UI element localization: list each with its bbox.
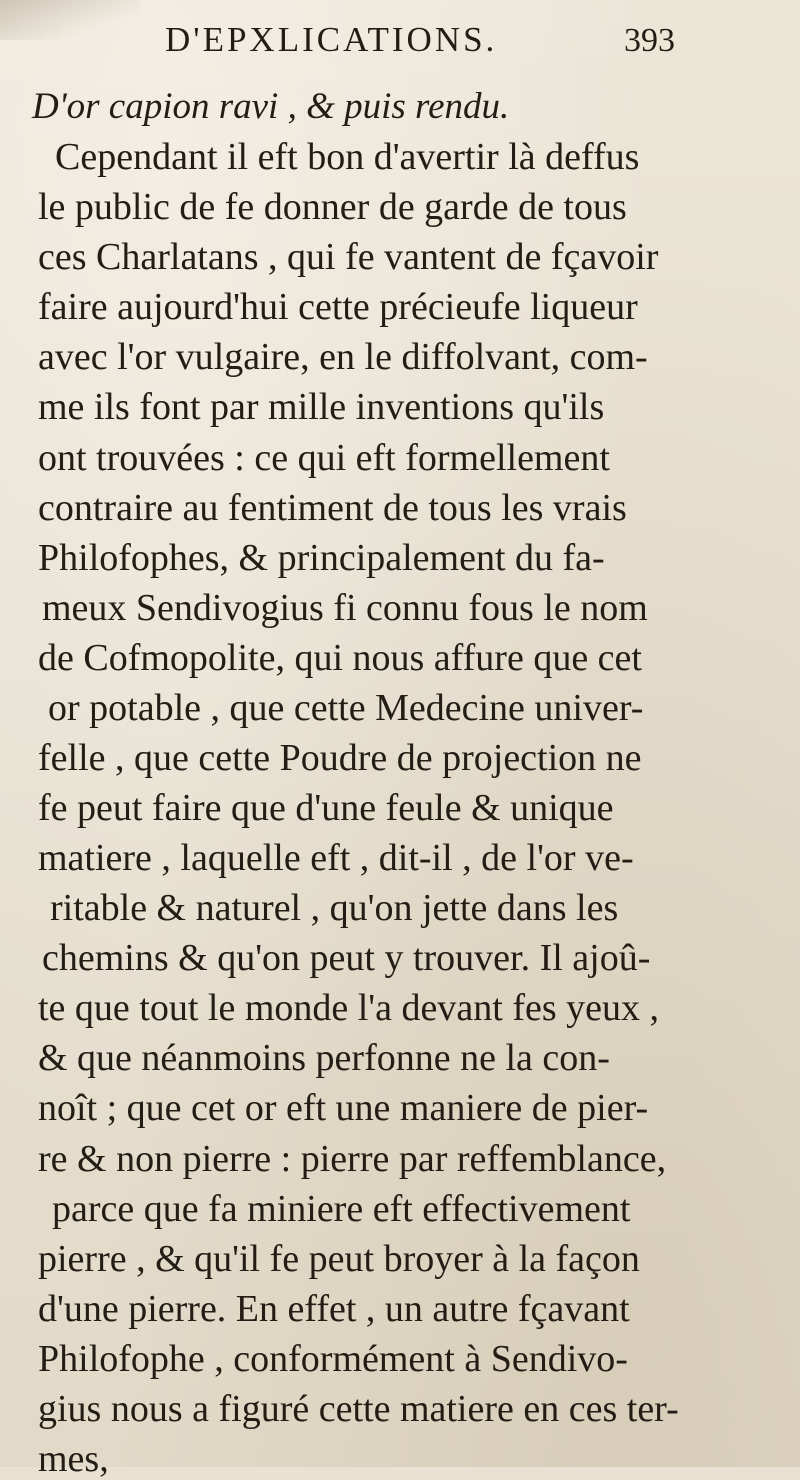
text-line: avec l'or vulgaire, en le diffolvant, com- [38, 336, 648, 378]
text-line: mes, [38, 1438, 109, 1480]
text-line: ritable & naturel , qu'on jette dans les [50, 887, 619, 929]
text-line: or potable , que cette Medecine univer- [48, 687, 644, 729]
page-number: 393 [624, 22, 675, 59]
text-line: d'une pierre. En effet , un autre fçavant [38, 1288, 630, 1330]
text-line: gius nous a figuré cette matiere en ces ter- [38, 1388, 679, 1430]
text-line: Philofophes, & principalement du fa- [38, 537, 605, 579]
text-line: chemins & qu'on peut y trouver. Il ajoû- [42, 937, 651, 979]
text-line: meux Sendivogius fi connu fous le nom [42, 587, 648, 629]
running-title: D'EPXLICATIONS. [165, 20, 498, 59]
text-line: contraire au fentiment de tous les vrais [38, 487, 627, 529]
text-line: ont trouvées : ce qui eft formellement [38, 437, 610, 479]
text-line: Cependant il eft bon d'avertir là deffus [55, 136, 640, 178]
text-line: Philofophe , conformément à Sendivo- [38, 1338, 628, 1380]
text-line: ces Charlatans , qui fe vantent de fçavoir [38, 236, 659, 278]
text-line: parce que fa miniere eft effectivement [52, 1188, 631, 1230]
text-line: matiere , laquelle eft , dit-il , de l'or ve- [38, 837, 634, 879]
page-stain [0, 0, 140, 40]
running-header [165, 20, 675, 70]
text-line: fe peut faire que d'une feule & unique [38, 787, 614, 829]
text-line: te que tout le monde l'a devant fes yeux , [38, 987, 659, 1029]
text-line: faire aujourd'hui cette précieufe liqueur [38, 286, 638, 328]
text-line: & que néanmoins perfonne ne la con- [38, 1037, 610, 1079]
text-line: pierre , & qu'il fe peut broyer à la façon [38, 1238, 640, 1280]
text-line: le public de fe donner de garde de tous [38, 186, 627, 228]
text-line: D'or capion ravi , & puis rendu. [32, 86, 510, 127]
text-line: me ils font par mille inventions qu'ils [38, 386, 605, 428]
text-line: re & non pierre : pierre par reffemblance, [38, 1138, 667, 1180]
text-line: felle , que cette Poudre de projection ne [38, 737, 642, 779]
text-line: de Cofmopolite, qui nous affure que cet [38, 637, 642, 679]
text-line: noît ; que cet or eft une maniere de pier- [38, 1087, 649, 1129]
